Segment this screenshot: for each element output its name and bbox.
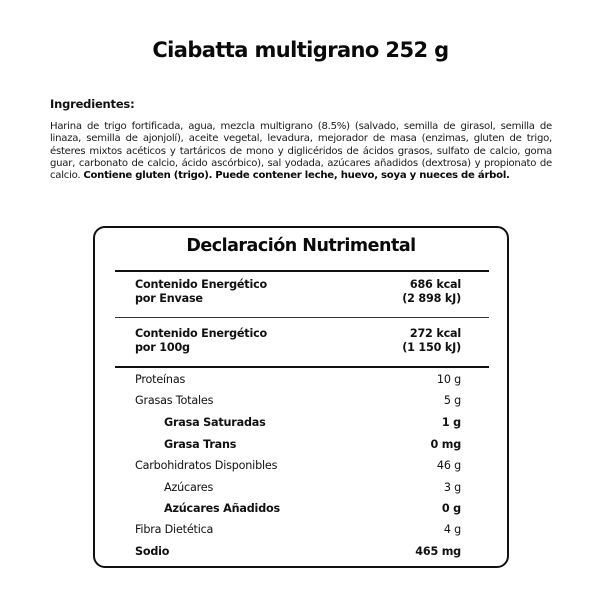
nutrient-value: 10 g <box>436 373 461 386</box>
nutrient-row-sodium <box>135 545 461 565</box>
energy-kj: (1 150 kJ) <box>402 340 461 354</box>
energy-label <box>135 327 267 354</box>
nutrient-row-saturated-fat <box>135 416 461 436</box>
nutrient-value: 0 mg <box>430 438 461 451</box>
nutrient-value: 1 g <box>441 416 461 429</box>
nutrient-row-sugars <box>135 481 461 501</box>
nutrient-label: Grasa Saturadas <box>164 416 266 429</box>
energy-label-line2: por 100g <box>135 340 190 354</box>
energy-label-line1: Contenido Energético <box>135 327 267 340</box>
nutrient-value: 5 g <box>443 394 461 407</box>
ingredients-heading: Ingredientes: <box>50 97 135 111</box>
nutrient-label: Carbohidratos Disponibles <box>135 459 278 472</box>
nutrient-label: Grasas Totales <box>135 394 214 407</box>
nutrient-value: 3 g <box>443 481 461 494</box>
nutrient-value: 0 g <box>441 502 461 515</box>
energy-value <box>402 327 461 354</box>
product-title: Ciabatta multigrano 252 g <box>152 38 449 62</box>
nutrient-row-trans-fat <box>135 438 461 458</box>
nutrient-label: Sodio <box>135 545 170 558</box>
nutrient-label: Fibra Dietética <box>135 523 214 536</box>
nutrient-row-total-fat <box>135 394 461 414</box>
divider <box>115 270 489 272</box>
nutrient-row-added-sugars <box>135 502 461 522</box>
ingredients-text-block <box>50 121 552 182</box>
nutrition-facts-panel <box>93 226 509 568</box>
nutrient-row-fiber <box>135 523 461 543</box>
ingredients-list: Harina de trigo fortificada, agua, mezcla multigrano (8.5%) (salvado, semilla de girasol, semilla de linaza, semilla de ajonjolí), aceite vegetal, levadura, mejorador de masa (enzimas, gluten de trigo, ésteres mixtos acéticos y tartáricos de mono y diglicéridos de ácidos grasos, sulfato de calcio, goma guar, carbonato de calcio, ácido ascórbico), sal yodada, azúcares añadidos (dextrosa) y propionato de calcio. <box>50 121 552 182</box>
nutrient-label: Azúcares Añadidos <box>164 502 280 515</box>
nutrient-value: 465 mg <box>415 545 461 558</box>
nutrient-value: 46 g <box>436 459 461 472</box>
energy-kcal: 272 kcal <box>409 327 461 340</box>
energy-label <box>135 278 267 305</box>
energy-label-line2: por Envase <box>135 291 203 305</box>
energy-kcal: 686 kcal <box>409 278 461 291</box>
allergen-may-contain: Puede contener leche, huevo, soya y nueces de árbol. <box>215 170 510 182</box>
divider <box>115 366 489 368</box>
nutrient-label: Grasa Trans <box>164 438 237 451</box>
nutrient-label: Proteínas <box>135 373 186 386</box>
nutrient-row-proteins <box>135 373 461 393</box>
nutrient-value: 4 g <box>443 523 461 536</box>
allergen-gluten: Contiene gluten (trigo). <box>83 170 213 182</box>
divider <box>115 317 489 318</box>
nutrition-title: Declaración Nutrimental <box>186 236 416 256</box>
energy-label-line1: Contenido Energético <box>135 278 267 291</box>
energy-kj: (2 898 kJ) <box>402 291 461 305</box>
nutrient-row-carbohydrates <box>135 459 461 479</box>
nutrient-label: Azúcares <box>164 481 214 494</box>
energy-value <box>402 278 461 305</box>
